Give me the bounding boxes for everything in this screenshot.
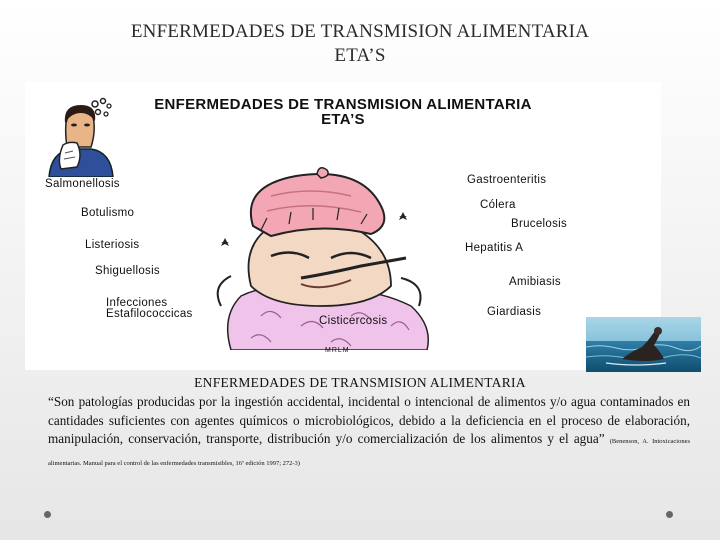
sea-swimmer-photo [586,317,701,372]
disease-label-listeriosis: Listeriosis [85,239,140,251]
disease-label-amibiasis: Amibiasis [509,276,561,288]
definition-heading: ENFERMEDADES DE TRANSMISION ALIMENTARIA [194,375,526,390]
panel-title-line2: ETA’S [321,111,365,128]
slide-title [0,20,720,68]
disease-label-infecciones: Infecciones [106,297,168,309]
disease-label-hepatitis-a: Hepatitis A [465,242,524,254]
bullet-dot-right [666,511,673,518]
slide-title-line2: ETA’S [334,45,386,66]
eta-diagram-panel [25,82,661,370]
disease-label-botulismo: Botulismo [81,207,135,219]
sick-man-illustration [39,97,129,177]
definition-text [48,393,690,473]
disease-label-estafilococcicas: Estafilococcicas [106,308,193,320]
disease-label-colera: Cólera [480,199,516,211]
panel-title-line1: ENFERMEDADES DE TRANSMISION ALIMENTARIA [154,96,532,113]
disease-label-salmonellosis: Salmonellosis [45,178,120,190]
panel-signature: MRLM [325,347,350,354]
disease-label-shiguellosis: Shiguellosis [95,265,160,277]
disease-label-giardiasis: Giardiasis [487,306,542,318]
definition-citation: (Benenson, A. Intoxicaciones alimentarias. Manual para el control de las enfermedades transmisibles, 16ª edición 1997; 272-3) [48,438,690,467]
definition-body: “Son patologías producidas por la ingestión accidental, incidental o intencional de alimentos y/o agua contaminados en cantidades suficientes con agentes químicos o microbiológicos, debido a la deficiencia en el proceso de elaboración, manipulación, conservación, transporte, distribución y/o comercialización de los alimentos y el agua” [48,394,690,446]
disease-label-cisticercosis: Cisticercosis [319,315,388,327]
disease-label-brucelosis: Brucelosis [511,218,568,230]
slide-title-line1: ENFERMEDADES DE TRANSMISION ALIMENTARIA [130,21,590,42]
bullet-dot-left [44,511,51,518]
disease-label-gastroenteritis: Gastroenteritis [467,174,547,186]
